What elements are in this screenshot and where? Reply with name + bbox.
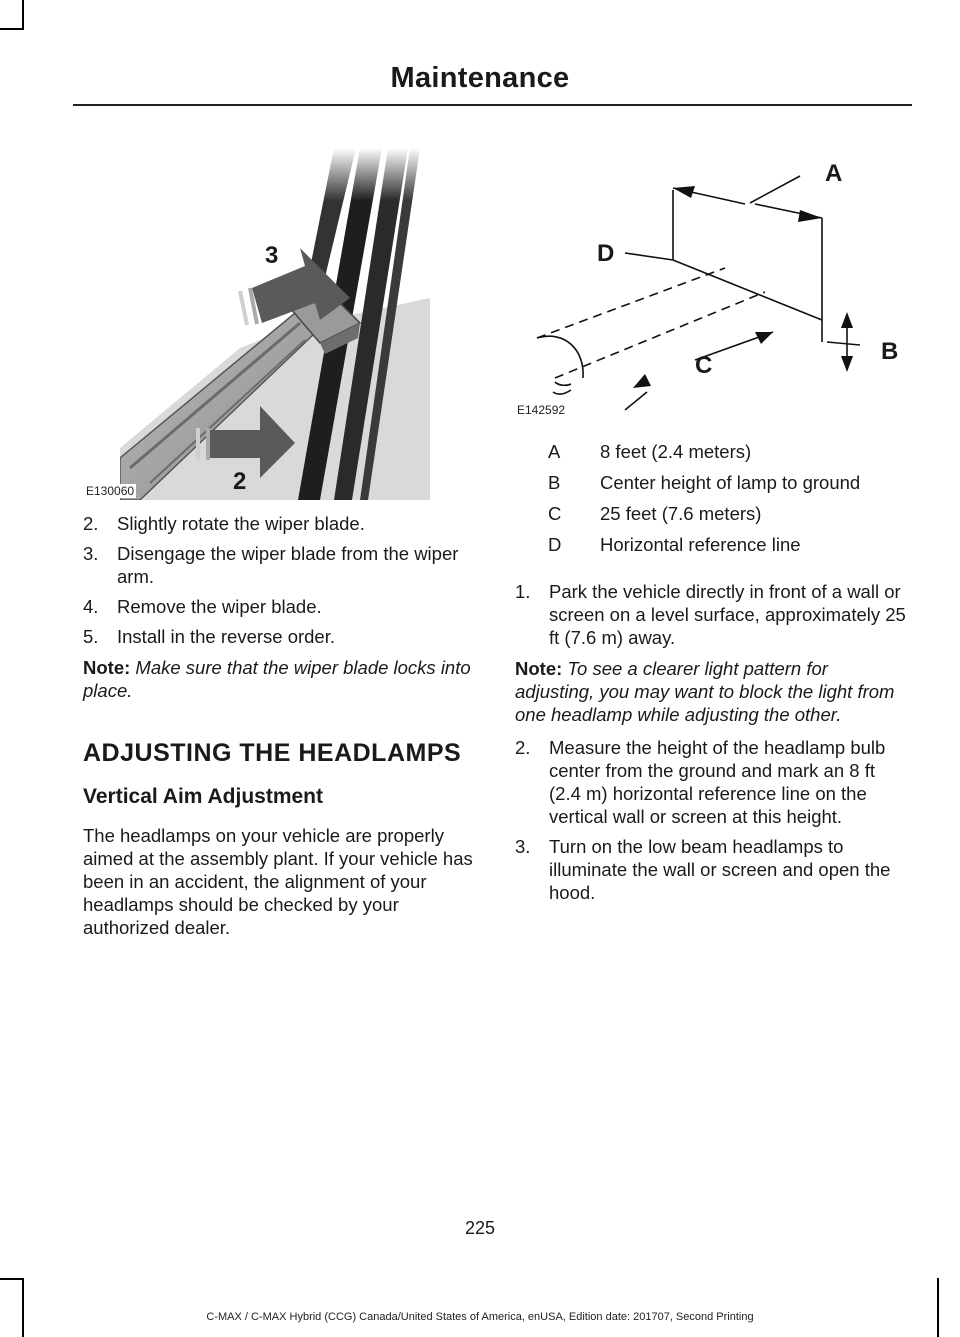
crop-mark	[937, 1278, 939, 1337]
list-item: 1. Park the vehicle directly in front of a wall or screen on a level surface, approximately 25 ft (7.6 m) away.	[515, 581, 906, 648]
label-D: D	[597, 240, 615, 267]
left-column	[83, 512, 473, 939]
list-item: 3. Disengage the wiper blade from the wiper arm.	[83, 543, 459, 587]
list-item: 3. Turn on the low beam headlamps to illuminate the wall or screen and open the hood.	[515, 836, 891, 903]
header-divider	[73, 104, 912, 106]
list-item: 2. Measure the height of the headlamp bulb center from the ground and mark an 8 ft (2.4 m) horizontal reference line on the vertical wall or screen at this height.	[515, 737, 886, 827]
table-row: B Center height of lamp to ground	[548, 472, 861, 493]
page-number: 225	[464, 1218, 496, 1238]
aim-steps	[515, 736, 910, 904]
label-A: A	[825, 160, 843, 187]
aim-paragraph: The headlamps on your vehicle are properly aimed at the assembly plant. If your vehicle has been in an accident, the alignment of your headlamps should be checked by your authorized dealer.	[83, 825, 473, 938]
page-title: Maintenance	[390, 62, 570, 94]
crop-mark	[0, 1278, 24, 1280]
list-item: 5. Install in the reverse order.	[83, 626, 335, 647]
wiper-blade-figure	[86, 148, 430, 500]
note-label: Note:	[83, 657, 131, 678]
table-row: A 8 feet (2.4 meters)	[548, 441, 752, 462]
list-item: 2. Slightly rotate the wiper blade.	[83, 513, 365, 534]
note-text: Make sure that the wiper blade locks into place.	[83, 657, 471, 701]
callout-2: 2	[233, 468, 247, 495]
headlamp-aim-diagram	[515, 160, 910, 418]
figure-legend	[515, 440, 860, 564]
note-label: Note:	[515, 658, 563, 679]
crop-mark	[22, 1278, 24, 1337]
wiper-blade-illustration	[120, 148, 430, 500]
right-column	[515, 440, 910, 911]
table-row: D Horizontal reference line	[548, 534, 801, 555]
table-row: C 25 feet (7.6 meters)	[548, 503, 762, 524]
footer-text: C-MAX / C-MAX Hybrid (CCG) Canada/United States of America, enUSA, Edition date: 201707, Second Printing	[206, 1311, 754, 1323]
list-item: 4. Remove the wiper blade.	[83, 596, 322, 617]
aim-note	[515, 657, 910, 726]
callout-3: 3	[265, 242, 279, 269]
headlamp-aim-figure	[515, 160, 910, 418]
wiper-steps	[83, 512, 473, 648]
subsection-title: Vertical Aim Adjustment	[83, 785, 324, 808]
crop-mark	[22, 0, 24, 30]
figure-code: E142592	[517, 403, 566, 417]
label-B: B	[881, 338, 899, 365]
section-title: ADJUSTING THE HEADLAMPS	[83, 739, 462, 767]
note-text: To see a clearer light pattern for adjusting, you may want to block the light from one headlamp while adjusting the other.	[515, 658, 895, 725]
aim-step-1	[515, 580, 910, 649]
figure-code: E130060	[86, 484, 135, 498]
crop-mark	[0, 28, 24, 30]
label-C: C	[695, 352, 713, 379]
wiper-note	[83, 656, 473, 702]
